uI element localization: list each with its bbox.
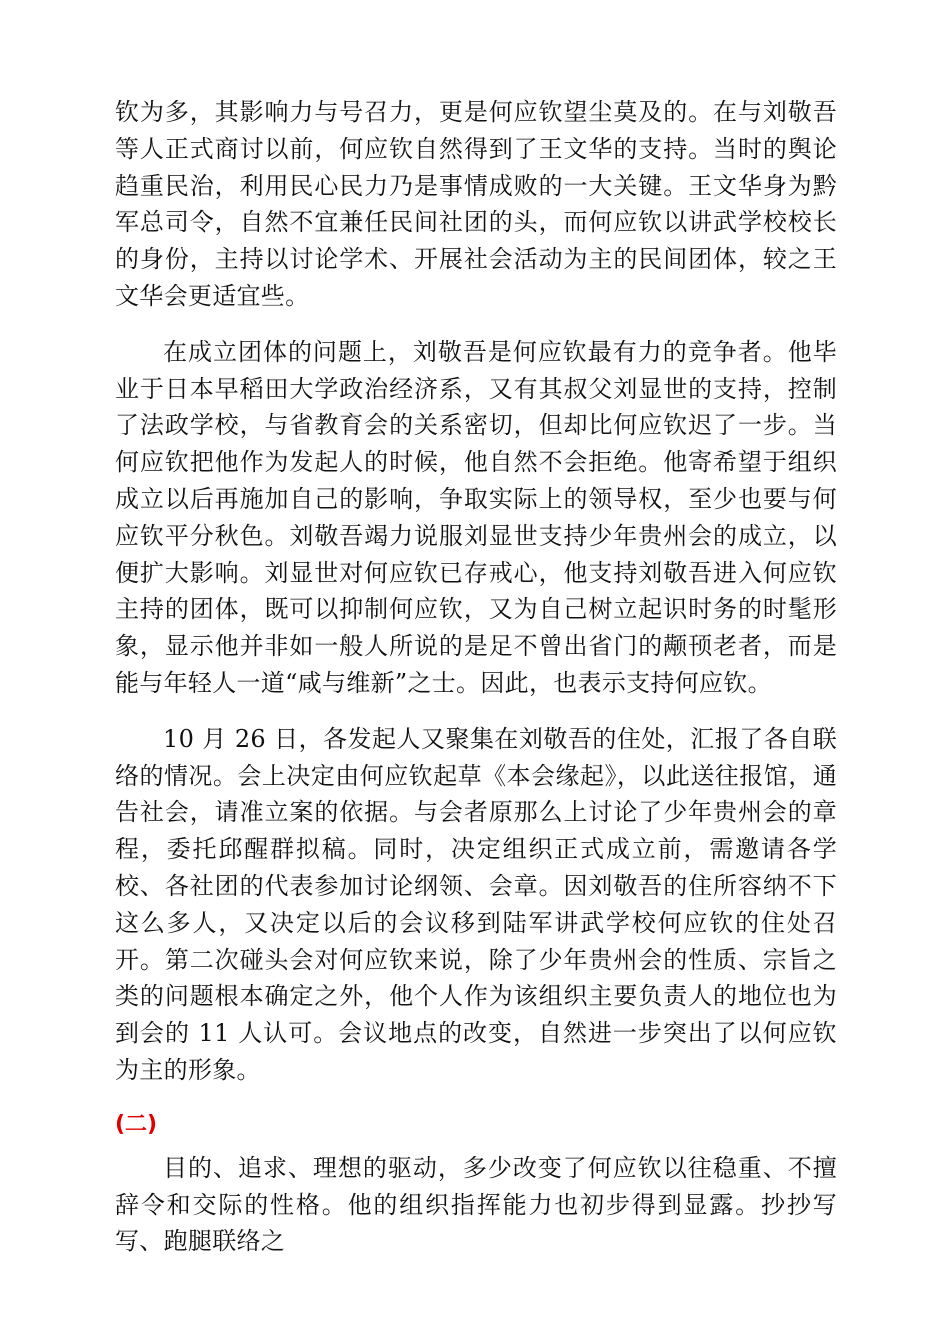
paragraph-october-26: 10 月 26 日，各发起人又聚集在刘敬吾的住处，汇报了各自联络的情况。会上决定由何应钦起草《本会缘起》，以此送往报馆，通告社会，请准立案的依据。与会者原那么上讨论了少年贵州会的章程，委托邱醒群拟稿。同时，决定组织正式成立前，需邀请各学校、各社团的代表参加讨论纲领、会章。因刘敬吾的住所容纳不下这么多人，又决定以后的会议移到陆军讲武学校何应钦的住处召开。第二次碰头会对何应钦来说，除了少年贵州会的性质、宗旨之类的问题根本确定之外，他个人作为该组织主要负责人的地位也为到会的 11 人认可。会议地点的改变，自然进一步突出了以何应钦为主的形象。 [115, 724, 837, 1084]
section-heading: (二) [115, 1111, 158, 1137]
document-page [115, 94, 837, 1279]
paragraph-section-two: 目的、追求、理想的驱动，多少改变了何应钦以往稳重、不擅辞令和交际的性格。他的组织指挥能力也初步得到显露。抄抄写写、跑腿联络之 [115, 1153, 837, 1256]
paragraph-liu-jingwu: 在成立团体的问题上，刘敬吾是何应钦最有力的竞争者。他毕业于日本早稻田大学政治经济系，又有其叔父刘显世的支持，控制了法政学校，与省教育会的关系密切，但却比何应钦迟了一步。当何应钦把他作为发起人的时候，他自然不会拒绝。他寄希望于组织成立以后再施加自己的影响，争取实际上的领导权，至少也要与何应钦平分秋色。刘敬吾竭力说服刘显世支持少年贵州会的成立，以便扩大影响。刘显世对何应钦已存戒心，他支持刘敬吾进入何应钦主持的团体，既可以抑制何应钦，又为自己树立起识时务的时髦形象，显示他并非如一般人所说的是足不曾出省门的颟顸老者，而是能与年轻人一道“咸与维新”之士。因此，也表示支持何应钦。 [115, 337, 837, 697]
paragraph-continuation: 钦为多，其影响力与号召力，更是何应钦望尘莫及的。在与刘敬吾等人正式商讨以前，何应钦自然得到了王文华的支持。当时的舆论趋重民治，利用民心民力乃是事情成败的一大关键。王文华身为黔军总司令，自然不宜兼任民间社团的头，而何应钦以讲武学校校长的身份，主持以讨论学术、开展社会活动为主的民间团体，较之王文华会更适宜些。 [115, 98, 837, 310]
